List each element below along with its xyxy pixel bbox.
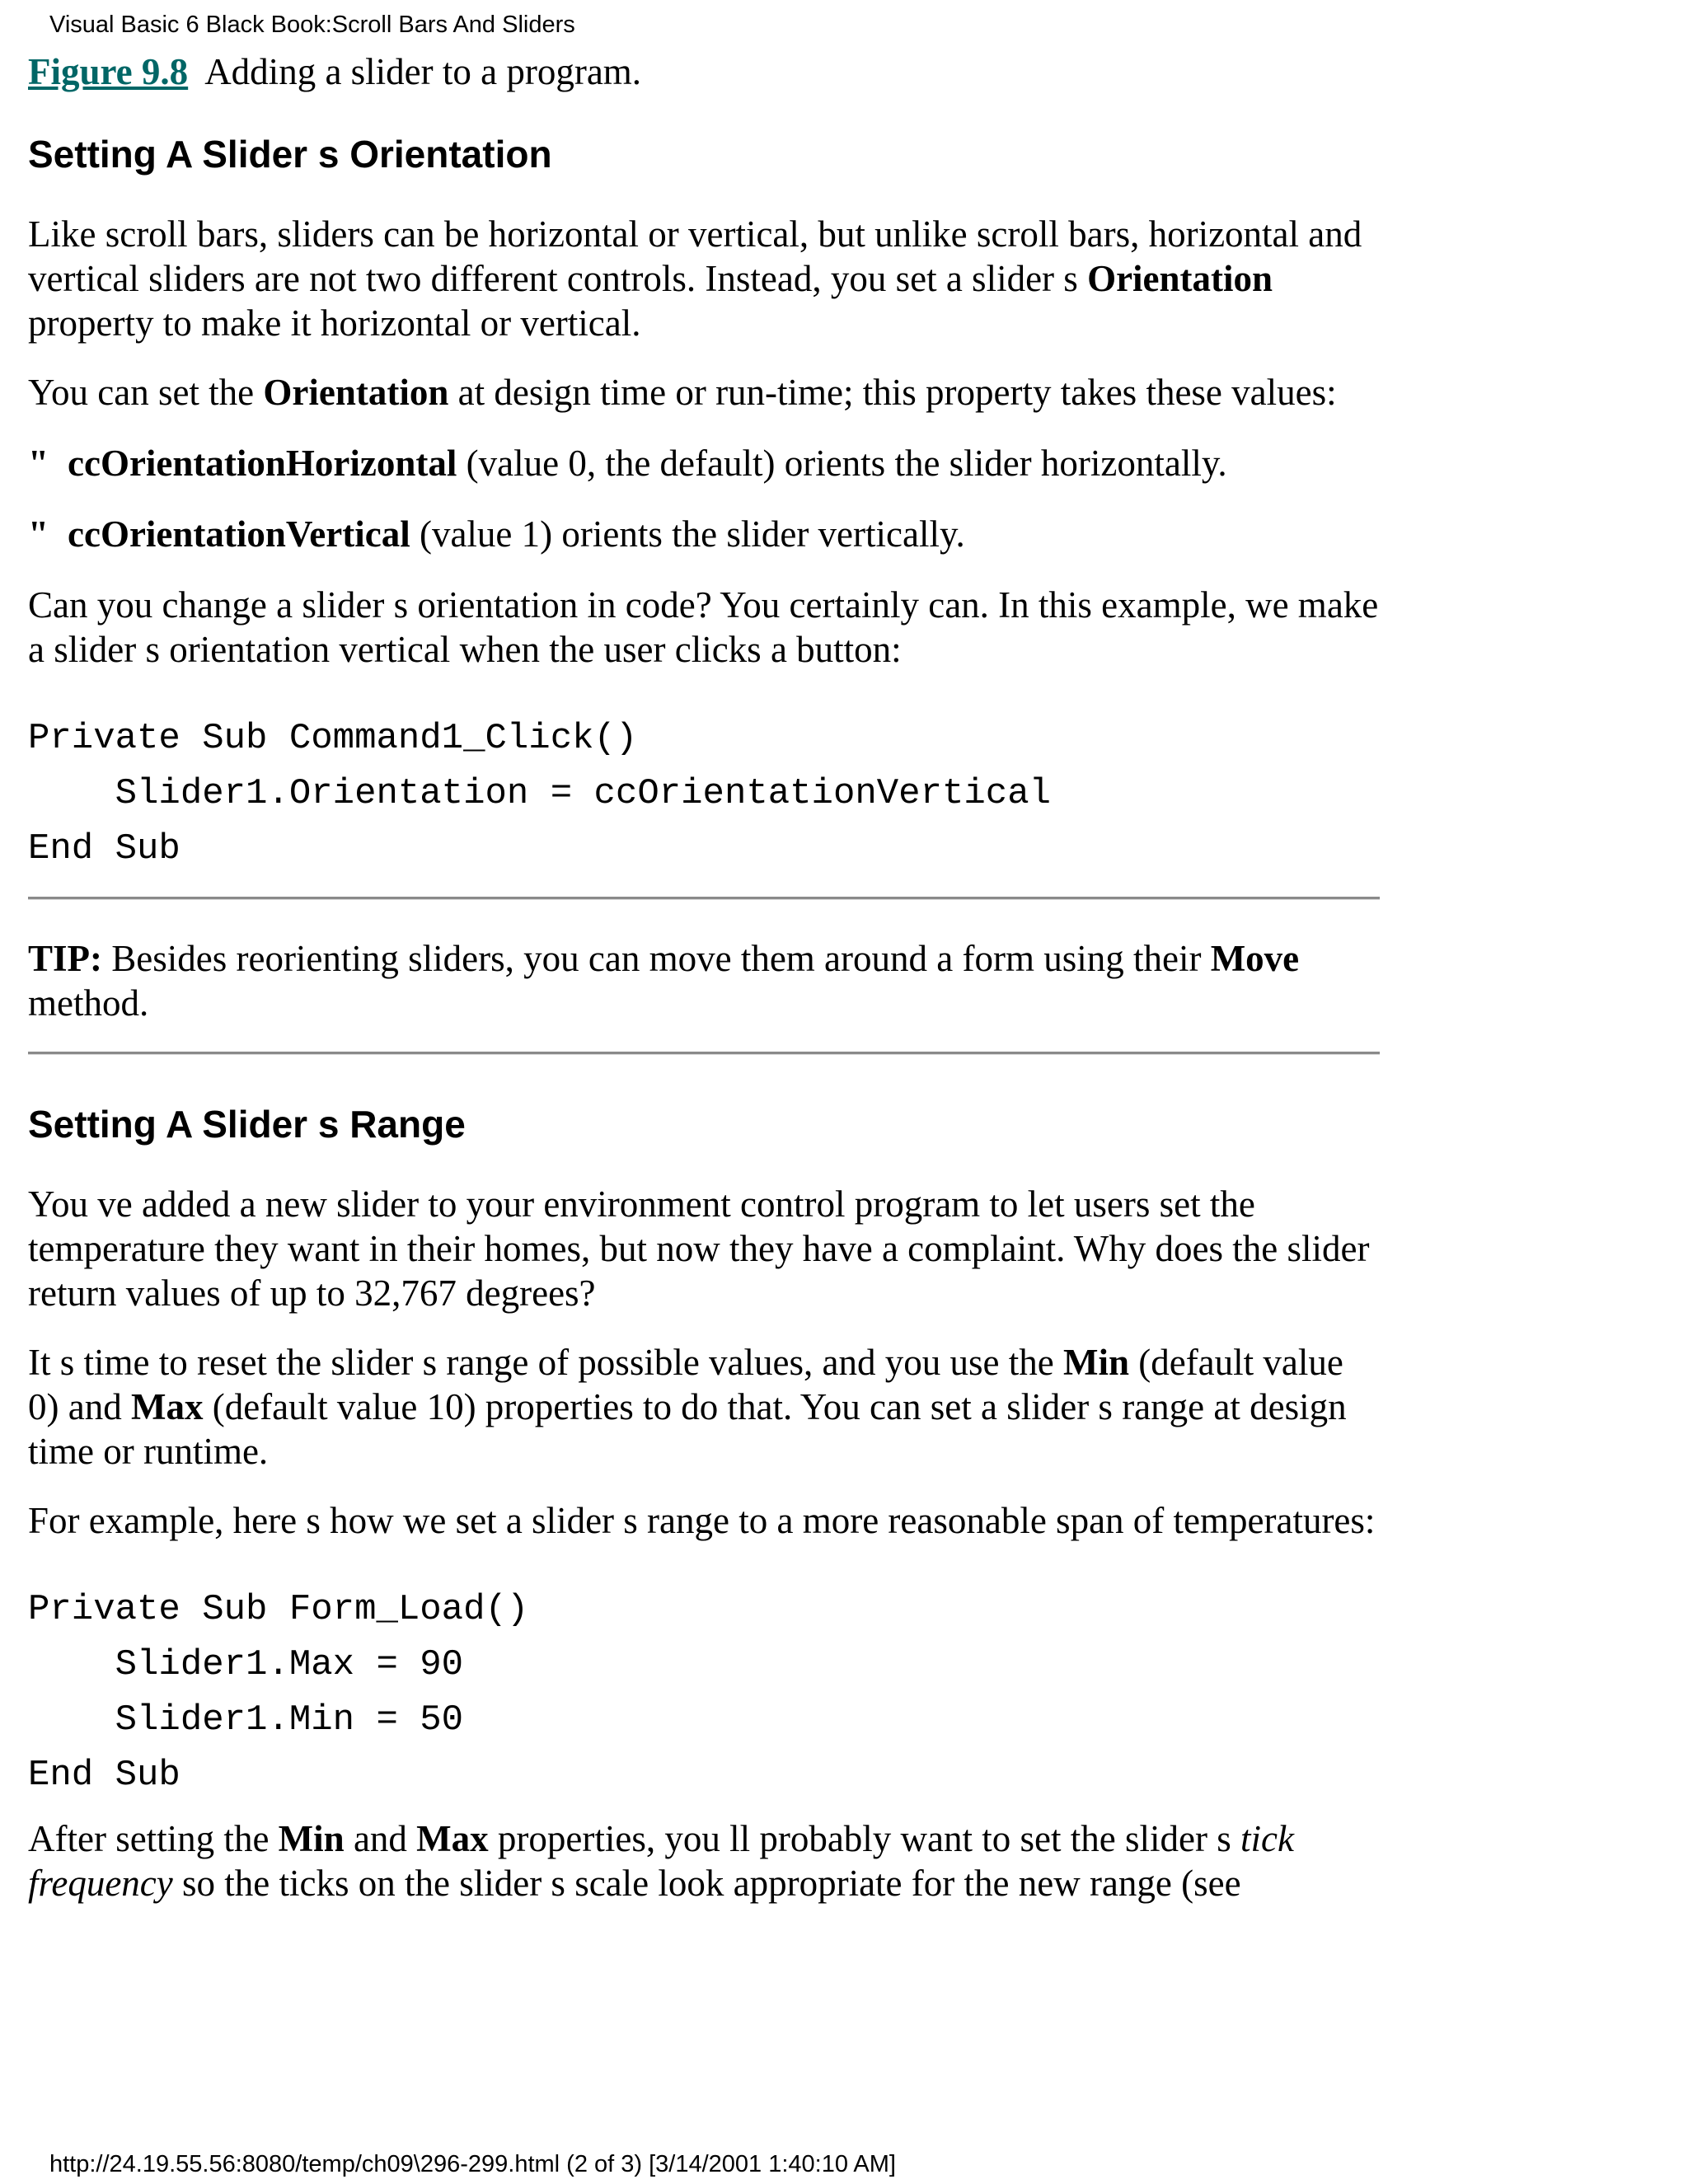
bold-term: Min bbox=[278, 1818, 345, 1859]
page-header: Visual Basic 6 Black Book:Scroll Bars And Sliders bbox=[49, 12, 575, 38]
tip-paragraph: TIP: Besides reorienting sliders, you can move them around a form using their Move method. bbox=[28, 938, 1300, 1024]
list-item: " ccOrientationVertical (value 1) orients the slider vertically. bbox=[28, 513, 965, 555]
code-block: Private Sub Form_Load() Slider1.Max = 90 Slider1.Min = 50 End Sub bbox=[28, 1589, 529, 1796]
figure-caption-text: Adding a slider to a program. bbox=[204, 51, 642, 92]
bullet-mark: " bbox=[28, 443, 49, 484]
bold-term: Min bbox=[1062, 1342, 1129, 1383]
italic-term: frequency bbox=[28, 1863, 173, 1904]
bold-term: Orientation bbox=[1087, 258, 1273, 299]
bold-term: Max bbox=[130, 1386, 204, 1427]
bold-term: ccOrientationVertical bbox=[68, 513, 410, 555]
bold-term: Move bbox=[1210, 938, 1300, 979]
divider bbox=[28, 897, 1380, 900]
italic-term: tick bbox=[1240, 1818, 1294, 1859]
code-block: Private Sub Command1_Click() Slider1.Orientation = ccOrientationVertical End Sub bbox=[28, 718, 1052, 869]
figure-caption bbox=[28, 49, 1380, 94]
figure-link[interactable]: Figure 9.8 bbox=[28, 51, 189, 92]
paragraph: It s time to reset the slider s range of possible values, and you use the Min (default value 0) and Max (default value 10) properties to do that. You can set a slider s range at design time or runtime. bbox=[28, 1342, 1347, 1472]
bullet-mark: " bbox=[28, 513, 49, 555]
bold-term: Max bbox=[416, 1818, 489, 1859]
paragraph: For example, here s how we set a slider s range to a more reasonable span of temperatures: bbox=[28, 1500, 1376, 1541]
bold-term: ccOrientationHorizontal bbox=[68, 443, 457, 484]
paragraph: Like scroll bars, sliders can be horizontal or vertical, but unlike scroll bars, horizontal and vertical sliders are not two different controls. Instead, you set a slider s Orientation property to make it horizontal or vertical. bbox=[28, 213, 1362, 344]
bold-term: Orientation bbox=[263, 372, 449, 413]
section-heading-range: Setting A Slider s Range bbox=[28, 1103, 466, 1146]
paragraph: You ve added a new slider to your environment control program to let users set the temperature they want in their homes, but now they have a complaint. Why does the slider return values of up to 32,767 degrees? bbox=[28, 1183, 1370, 1314]
document-content bbox=[28, 49, 1380, 1905]
paragraph: Can you change a slider s orientation in code? You certainly can. In this example, we make a slider s orientation vertical when the user clicks a button: bbox=[28, 584, 1379, 670]
paragraph: After setting the Min and Max properties, you ll probably want to set the slider s tick frequency so the ticks on the slider s scale look appropriate for the new range (see bbox=[28, 1818, 1294, 1904]
tip-label: TIP: bbox=[28, 938, 102, 979]
list-item: " ccOrientationHorizontal (value 0, the default) orients the slider horizontally. bbox=[28, 443, 1227, 484]
paragraph: You can set the Orientation at design time or run-time; this property takes these values: bbox=[28, 372, 1337, 413]
page-footer: http://24.19.55.56:8080/temp/ch09\296-299.html (2 of 3) [3/14/2001 1:40:10 AM] bbox=[49, 2151, 896, 2177]
divider bbox=[28, 1052, 1380, 1055]
section-heading-orientation: Setting A Slider s Orientation bbox=[28, 133, 552, 176]
